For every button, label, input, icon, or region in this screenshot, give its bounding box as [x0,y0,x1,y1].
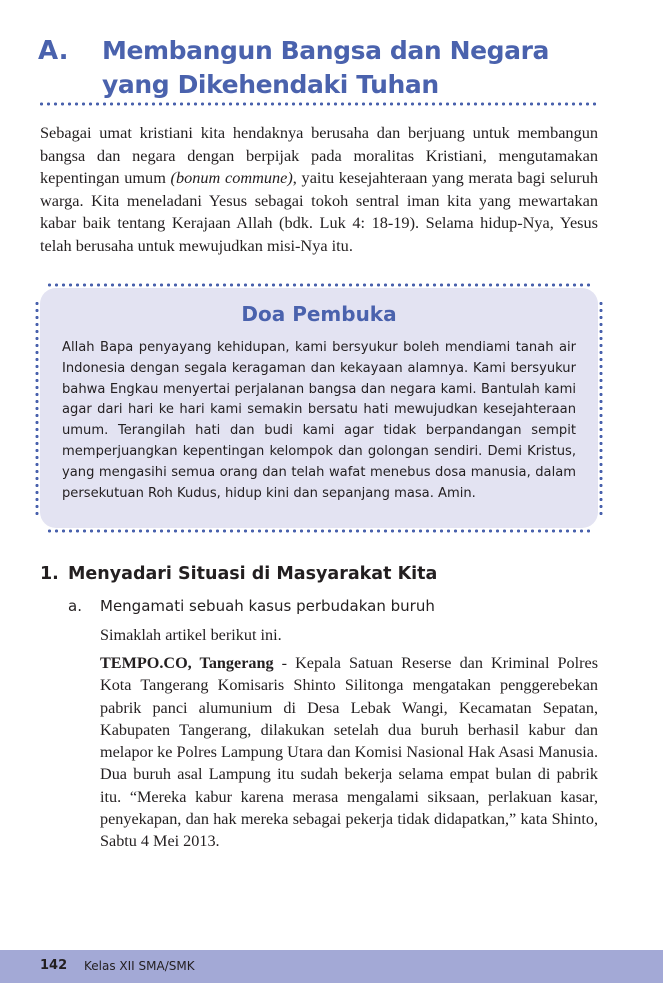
subsection-title: Menyadari Situasi di Masyarakat Kita [68,564,438,584]
subsection-number: 1. [40,564,59,584]
intro-text-start: Sebagai umat kristiani kita hendaknya berusaha dan berjuang untuk membangun bangsa dan negara dengan berpijak pada moralitas Kristiani, mengutamakan kepentingan umum [40,123,598,188]
instruction-text: Simaklah artikel berikut ini. [100,626,282,644]
prayer-title: Doa Pembuka [241,302,397,326]
section-letter: A. [38,36,69,66]
section-divider [38,102,600,106]
opening-prayer-box [40,288,598,528]
prayer-paragraph: Allah Bapa penyayang kehidupan, kami bersyukur boleh mendiami tanah air Indonesia dengan segala keragaman dan kekayaan alamnya. Kami bersyukur bahwa Engkau menyertai perjalanan bangsa dan negara kami. Bantulah kami agar dari hari ke hari kami semakin bersatu hati mewujudkan kesejahteraan umum. Terangilah hati dan budi kami agar tidak berpandangan sempit memperjuangkan kepentingan kelompok dan golongan sendiri. Demi Kristus, yang mengasihi semua orang dan telah wafat menebus dosa manusia, dalam persekutuan Roh Kudus, hidup kini dan sepanjang masa. Amin. [62,340,576,501]
page-number: 142 [40,958,68,973]
intro-text-end: , yaitu kesejahteraan yang merata bagi seluruh warga. Kita meneladani Yesus sebagai tokoh sentral iman kita yang mewartakan kabar baik tentang Kerajaan Allah (bdk. Luk 4: 18-19). Selama hidup-Nya, Yesus telah berusaha untuk mewujudkan misi-Nya itu. [40,168,599,255]
book-title: Kelas XII SMA/SMK [84,959,195,973]
prayer-box-right-border [599,300,603,516]
prayer-box-bottom-border [46,529,592,533]
subsubsection-heading [68,597,608,615]
article-source: TEMPO.CO, Tangerang [100,654,274,672]
page-footer [0,950,663,983]
article-body: - Kepala Satuan Reserse dan Kriminal Polres Kota Tangerang Komisaris Shinto Silitonga mengatakan penggerebekan pabrik panci alumunium di Desa Lebak Wangi, Kecamatan Sepatan, Kabupaten Tangerang, dilakukan setelah dua buruh berhasil kabur dan melapor ke Polres Lampung Utara dan Komisi Nasional Hak Asasi Manusia. Dua buruh asal Lampung itu sudah bekerja selama empat bulan di pabrik itu. “Mereka kabur karena merasa mengalami siksaan, perlakuan kasar, penyekapan, dan hak mereka sebagai pekerja tidak didapatkan,” kata Shinto, Sabtu 4 Mei 2013. [100,654,598,851]
subsection-heading [40,564,600,584]
intro-italic-term: (bonum commune) [170,168,293,188]
prayer-box-top-border [46,283,592,287]
news-article [100,652,598,853]
prayer-box-left-border [35,300,39,516]
intro-paragraph [40,122,598,258]
subsubsection-letter: a. [68,597,82,615]
subsubsection-title: Mengamati sebuah kasus perbudakan buruh [100,597,435,615]
section-title: Membangun Bangsa dan Negara yang Dikehendaki Tuhan [102,36,550,99]
prayer-text [62,338,576,504]
